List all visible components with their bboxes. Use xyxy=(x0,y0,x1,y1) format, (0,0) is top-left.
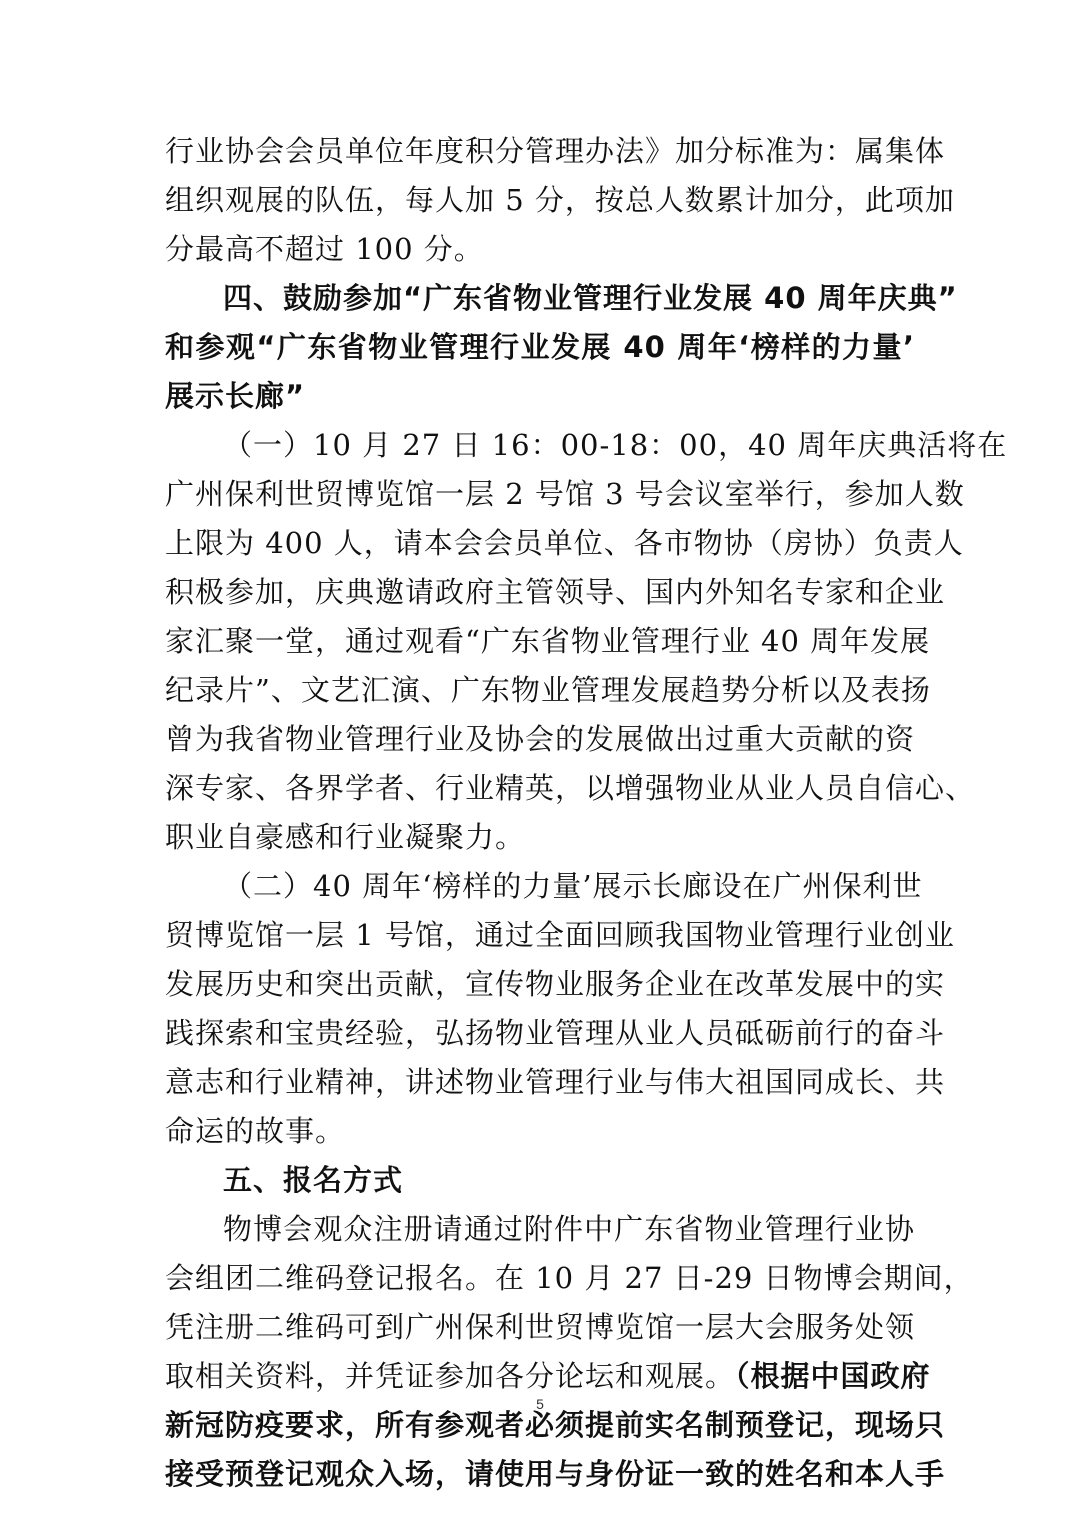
text-line: 积极参加，庆典邀请政府主管领导、国内外知名专家和企业 xyxy=(165,575,946,609)
text-line-bold: 新冠防疫要求，所有参观者必须提前实名制预登记，现场只 xyxy=(165,1408,946,1442)
text-line: 会组团二维码登记报名。在 10 月 27 日-29 日物博会期间， xyxy=(165,1261,974,1295)
text-line-mixed xyxy=(165,1352,931,1401)
section-heading-four xyxy=(165,274,958,421)
text-line-bold: 接受预登记观众入场，请使用与身份证一致的姓名和本人手 xyxy=(165,1457,946,1491)
heading-line: 五、报名方式 xyxy=(223,1163,404,1197)
registration-paragraph xyxy=(165,1205,974,1499)
text-line: 纪录片”、文艺汇演、广东物业管理发展趋势分析以及表扬 xyxy=(165,673,931,707)
text-line: 家汇聚一堂，通过观看“广东省物业管理行业 40 周年发展 xyxy=(165,624,931,658)
text-line: 组织观展的队伍，每人加 5 分，按总人数累计加分，此项加 xyxy=(165,183,955,217)
text-line: 物博会观众注册请通过附件中广东省物业管理行业协 xyxy=(223,1212,915,1246)
text-line: 贸博览馆一层 1 号馆，通过全面回顾我国物业管理行业创业 xyxy=(165,918,955,952)
text-line: 深专家、各界学者、行业精英，以增强物业从业人员自信心、 xyxy=(165,771,976,805)
text-line: 践探索和宝贵经验，弘扬物业管理从业人员砥砺前行的奋斗 xyxy=(165,1016,946,1050)
text-line: 意志和行业精神，讲述物业管理行业与伟大祖国同成长、共 xyxy=(165,1065,946,1099)
text-segment-bold: （根据中国政府 xyxy=(735,1359,931,1393)
text-line: 发展历史和突出贡献，宣传物业服务企业在改革发展中的实 xyxy=(165,967,946,1001)
subsection-one xyxy=(165,421,1008,862)
heading-line: 四、鼓励参加“广东省物业管理行业发展 40 周年庆典” xyxy=(223,281,958,315)
text-line: 行业协会会员单位年度积分管理办法》加分标准为：属集体 xyxy=(165,134,946,168)
text-line: 命运的故事。 xyxy=(165,1114,346,1148)
text-line: 曾为我省物业管理行业及协会的发展做出过重大贡献的资 xyxy=(165,722,916,756)
heading-line: 展示长廊” xyxy=(165,379,306,413)
text-line: 上限为 400 人，请本会会员单位、各市物协（房协）负责人 xyxy=(165,526,964,560)
subsection-two xyxy=(165,862,955,1156)
text-line: 凭注册二维码可到广州保利世贸博览馆一层大会服务处领 xyxy=(165,1310,916,1344)
heading-line: 和参观“广东省物业管理行业发展 40 周年‘榜样的力量’ xyxy=(165,330,915,364)
section-heading-five xyxy=(165,1156,915,1205)
document-body xyxy=(165,127,1008,1499)
text-line: 职业自豪感和行业凝聚力。 xyxy=(165,820,526,854)
text-line: 分最高不超过 100 分。 xyxy=(165,232,484,266)
text-line: （一）10 月 27 日 16：00-18：00，40 周年庆典活将在 xyxy=(223,428,1008,462)
text-segment: 取相关资料，并凭证参加各分论坛和观展。 xyxy=(165,1359,736,1393)
page-number: 5 xyxy=(536,1396,544,1412)
text-line: 广州保利世贸博览馆一层 2 号馆 3 号会议室举行，参加人数 xyxy=(165,477,965,511)
text-line: （二）40 周年‘榜样的力量’展示长廊设在广州保利世 xyxy=(223,869,923,903)
intro-paragraph xyxy=(165,127,955,274)
